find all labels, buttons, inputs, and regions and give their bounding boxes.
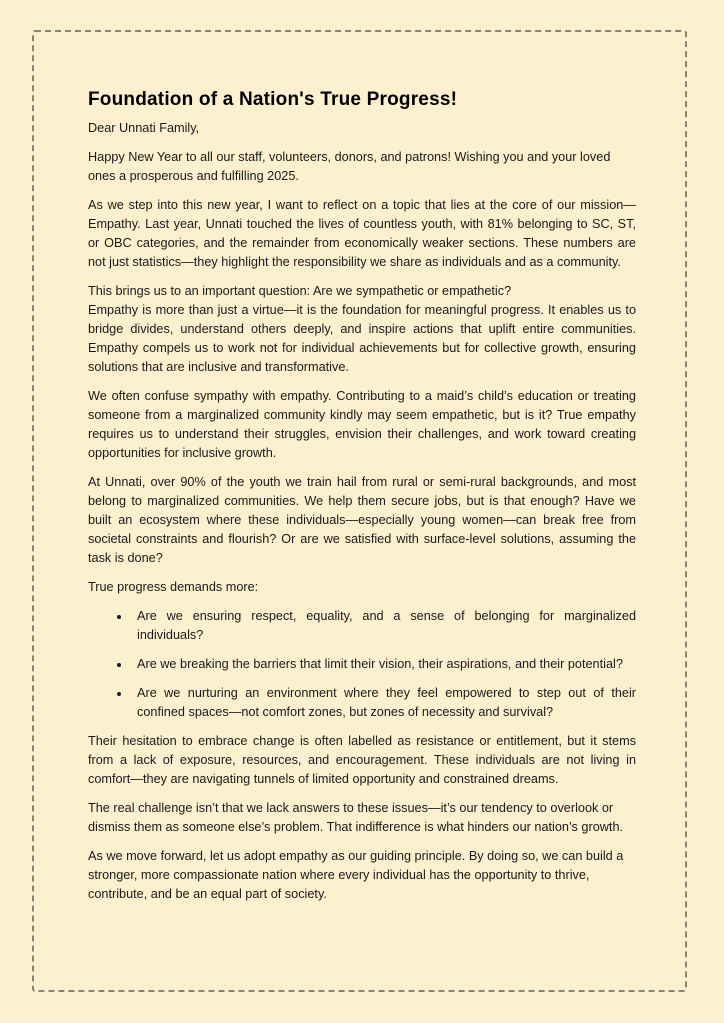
salutation: Dear Unnati Family, — [88, 121, 200, 135]
bullet-item: • Are we breaking the barriers that limit their vision, their aspirations, and their potential? — [131, 655, 636, 674]
paragraph: True progress demands more: — [88, 580, 259, 594]
paragraph: Their hesitation to embrace change is often labelled as resistance or entitlement, but it stems from a lack of exposure, resources, and encouragement. These individuals are not living in comfort—they are navigating tunnels of limited opportunity and constrained dreams. — [88, 734, 636, 786]
paragraph: As we move forward, let us adopt empathy as our guiding principle. By doing so, we can build a stronger, more compassionate nation where every individual has the opportunity to thrive, contribute, and be an equal part of society. — [88, 849, 624, 901]
paragraph: As we step into this new year, I want to reflect on a topic that lies at the core of our mission—Empathy. Last year, Unnati touched the lives of countless youth, with 81% belonging to SC, ST, or OBC categories, and the remainder from economically weaker sections. These numbers are not just statistics—they highlight the responsibility we share as individuals and as a community. — [88, 198, 636, 269]
bullet-item: • Are we ensuring respect, equality, and a sense of belonging for marginalized individuals? — [131, 607, 636, 645]
paragraph: Empathy is more than just a virtue—it is the foundation for meaningful progress. It enables us to bridge divides, understand others deeply, and inspire actions that uplift entire communities. Empathy compels us to work not for individual achievements but for collective growth, ensuring solutions that are inclusive and transformative. — [88, 303, 636, 374]
letter-title: Foundation of a Nation's True Progress! — [88, 89, 458, 110]
paragraph: Happy New Year to all our staff, volunteers, donors, and patrons! Wishing you and your loved ones a prosperous and fulfilling 2025. — [88, 150, 611, 183]
letter-body — [88, 90, 636, 914]
paragraph: At Unnati, over 90% of the youth we train hail from rural or semi-rural backgrounds, and most belong to marginalized communities. We help them secure jobs, but is that enough? Have we built an ecosystem where these individuals—especially young women—can break free from societal constraints and flourish? Or are we satisfied with surface-level solutions, assuming the task is done? — [88, 475, 636, 565]
paragraph: The real challenge isn’t that we lack answers to these issues—it’s our tendency to overlook or dismiss them as someone else’s problem. That indifference is what hinders our nation’s growth. — [88, 801, 624, 834]
paragraph: We often confuse sympathy with empathy. Contributing to a maid’s child’s education or treating someone from a marginalized community kindly may seem empathetic, but is it? True empathy requires us to understand their struggles, envision their challenges, and work toward creating opportunities for inclusive growth. — [88, 389, 636, 460]
paragraph-question: This brings us to an important question: Are we sympathetic or empathetic? — [88, 284, 512, 298]
bullet-list — [88, 607, 636, 722]
bullet-item: • Are we nurturing an environment where they feel empowered to step out of their confined spaces—not comfort zones, but zones of necessity and survival? — [131, 684, 636, 722]
